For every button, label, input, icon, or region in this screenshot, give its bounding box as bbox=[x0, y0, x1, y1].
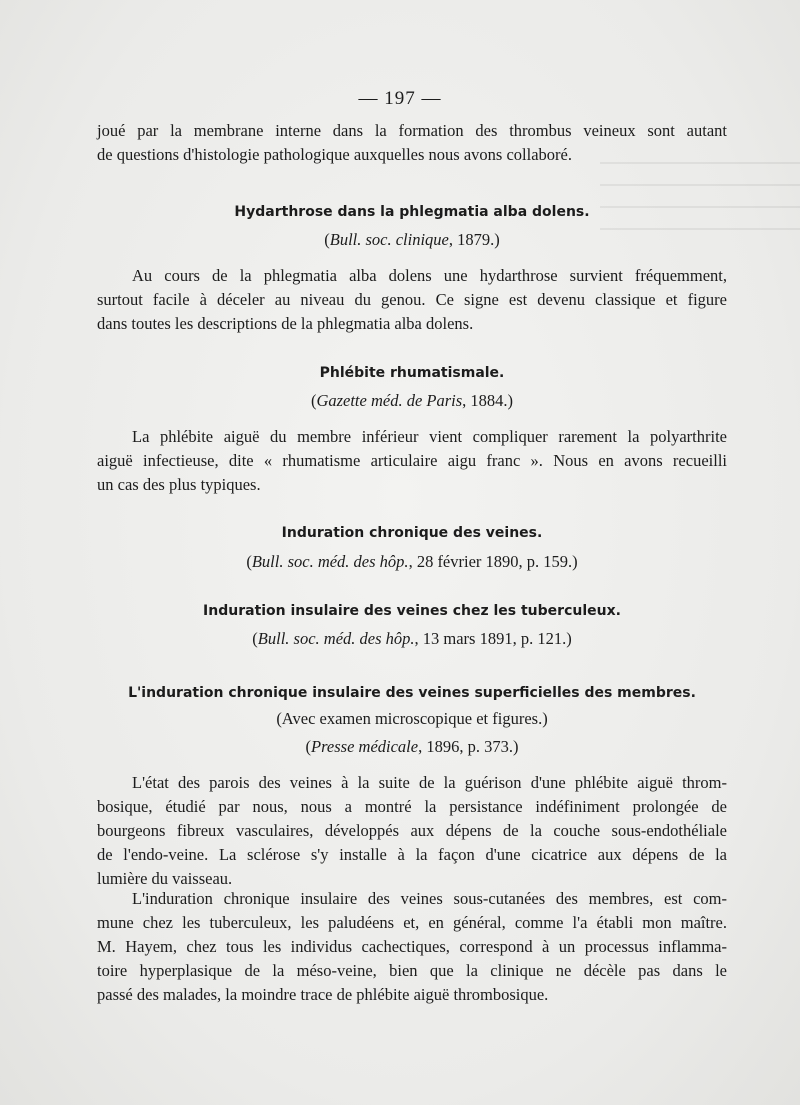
paragraph-line: bourgeons fibreux vasculaires, développés aux dépens de la couche sous-endothéliale bbox=[97, 821, 727, 840]
citation-induration-superficielles: (Presse médicale, 1896, p. 373.) bbox=[305, 737, 519, 756]
paragraph-line: de l'endo-veine. La sclérose s'y installe à la façon d'une cicatrice aux dépens de la bbox=[97, 845, 727, 864]
page-number: — 197 — bbox=[358, 88, 442, 109]
paragraph-line: La phlébite aiguë du membre inférieur vient compliquer rarement la polyarthrite bbox=[132, 427, 727, 446]
citation-induration-chronique: (Bull. soc. méd. des hôp., 28 février 1890, p. 159.) bbox=[246, 552, 578, 571]
paragraph-line: un cas des plus typiques. bbox=[97, 475, 261, 494]
section-title-induration-insulaire: Induration insulaire des veines chez les tuberculeux. bbox=[203, 603, 621, 619]
section-title-induration-chronique: Induration chronique des veines. bbox=[281, 525, 543, 541]
paragraph-line: bosique, étudié par nous, nous a montré la persistance indéfiniment prolongée de bbox=[97, 797, 727, 816]
intro-line-2: de questions d'histologie pathologique auxquelles nous avons collaboré. bbox=[97, 145, 572, 164]
paragraph-line: M. Hayem, chez tous les individus cachectiques, correspond à un processus inflamma- bbox=[97, 937, 727, 956]
section-title-hydarthrose: Hydarthrose dans la phlegmatia alba dolens. bbox=[234, 204, 590, 220]
paragraph-line: lumière du vaisseau. bbox=[97, 869, 233, 888]
section-title-phlebite-rhumatismale: Phlébite rhumatismale. bbox=[319, 365, 505, 381]
paragraph-line: passé des malades, la moindre trace de phlébite aiguë thrombosique. bbox=[97, 985, 549, 1004]
paragraph-line: surtout facile à déceler au niveau du genou. Ce signe est devenu classique et figure bbox=[97, 290, 727, 309]
section-subtitle: (Avec examen microscopique et figures.) bbox=[276, 709, 548, 728]
citation-hydarthrose: (Bull. soc. clinique, 1879.) bbox=[324, 230, 500, 249]
paragraph-line: Au cours de la phlegmatia alba dolens une hydarthrose survient fréquemment, bbox=[132, 266, 727, 285]
paragraph-line: toire hyperplasique de la méso-veine, bien que la clinique ne décèle pas dans le bbox=[97, 961, 727, 980]
citation-phlebite-rhumatismale: (Gazette méd. de Paris, 1884.) bbox=[310, 391, 514, 410]
paragraph-line: dans toutes les descriptions de la phlegmatia alba dolens. bbox=[97, 314, 474, 333]
intro-line-1: joué par la membrane interne dans la formation des thrombus veineux sont autant bbox=[97, 121, 727, 140]
paragraph-line: aiguë infectieuse, dite « rhumatisme articulaire aigu franc ». Nous en avons recueilli bbox=[97, 451, 727, 470]
section-title-induration-superficielles: L'induration chronique insulaire des veines superficielles des membres. bbox=[128, 685, 696, 701]
paragraph-line: L'induration chronique insulaire des veines sous-cutanées des membres, est com- bbox=[132, 889, 727, 908]
paragraph-line: L'état des parois des veines à la suite de la guérison d'une phlébite aiguë throm- bbox=[132, 773, 727, 792]
paragraph-line: mune chez les tuberculeux, les paludéens et, en général, comme l'a établi mon maître. bbox=[97, 913, 727, 932]
citation-induration-insulaire: (Bull. soc. méd. des hôp., 13 mars 1891, p. 121.) bbox=[252, 629, 572, 648]
